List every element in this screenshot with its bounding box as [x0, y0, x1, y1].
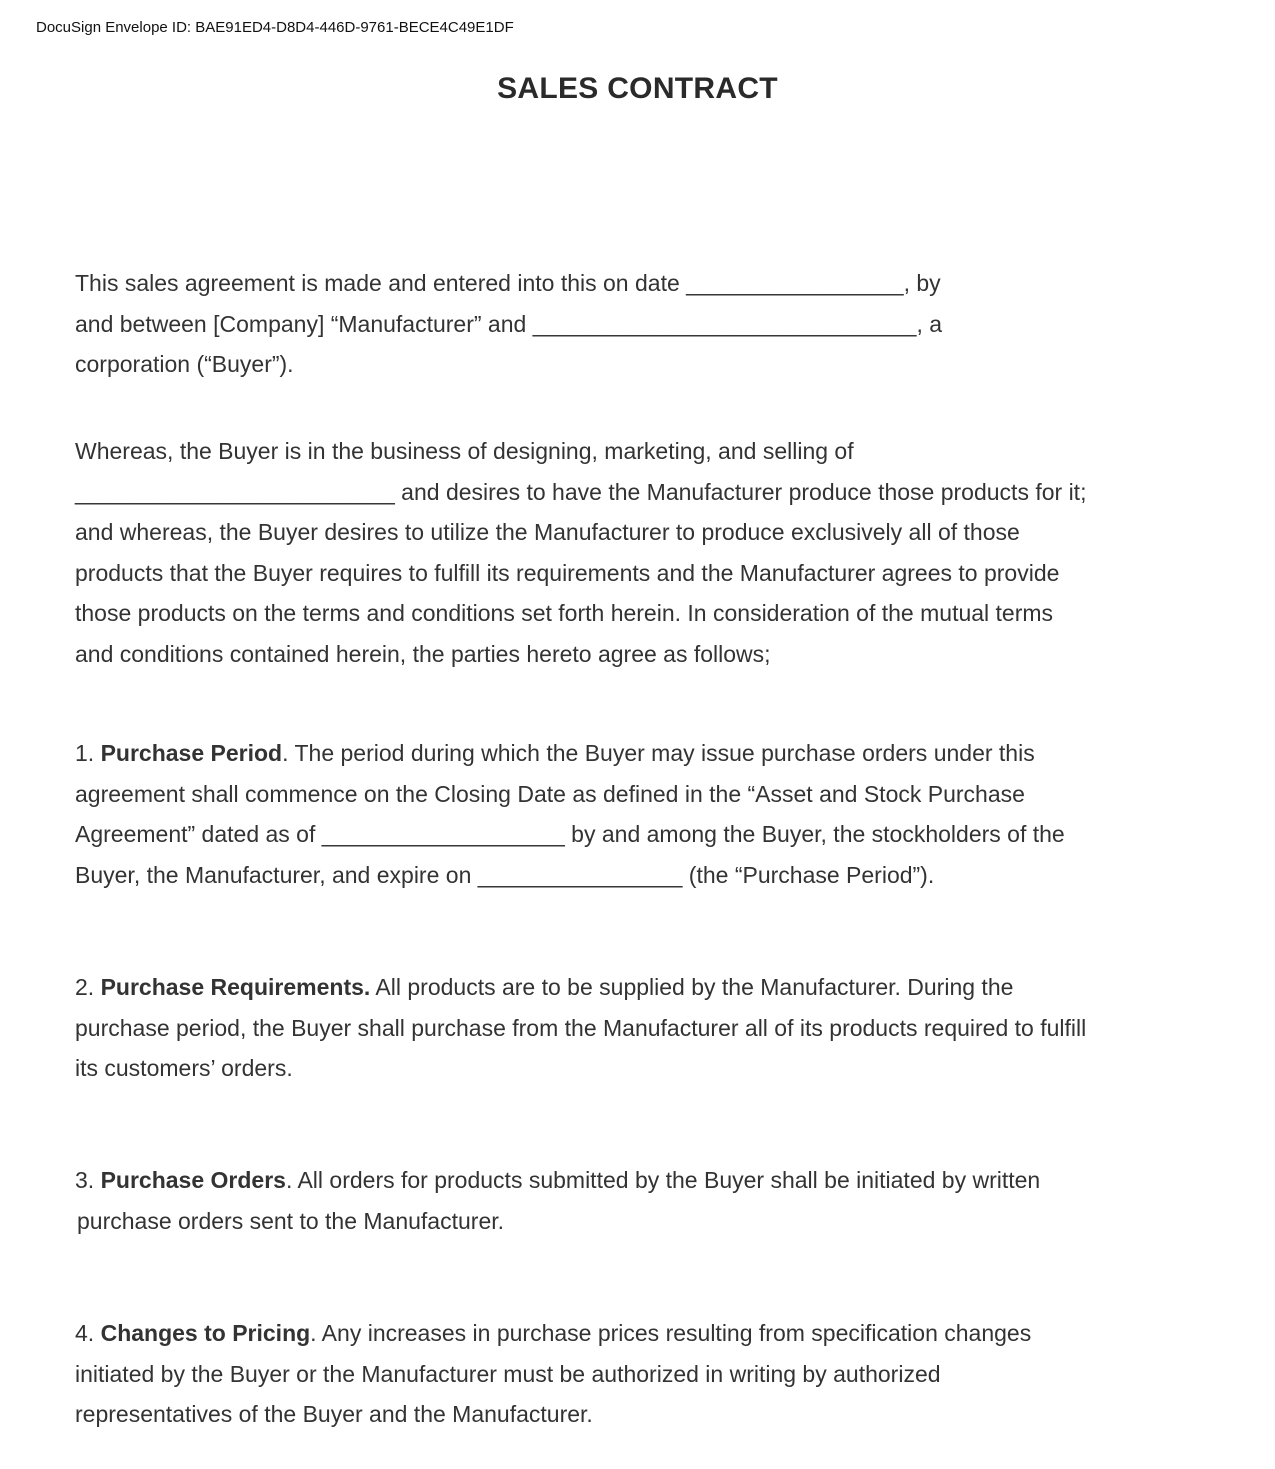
section-heading: Purchase Orders	[100, 1167, 286, 1193]
section-line: purchase orders sent to the Manufacturer.	[77, 1207, 505, 1234]
whereas-paragraph	[75, 431, 1086, 675]
section-heading: Purchase Requirements.	[100, 974, 371, 1000]
section-line: Agreement” dated as of ___________________ by and among the Buyer, the stockholders of the	[75, 821, 1065, 848]
section-first-line	[75, 733, 1065, 774]
section-number: 3.	[75, 1167, 101, 1193]
intro-line: and between [Company] “Manufacturer” and ______________________________, a	[75, 310, 943, 337]
section-line: representatives of the Buyer and the Manufacturer.	[75, 1401, 593, 1428]
section-text: . The period during which the Buyer may issue purchase orders under this	[282, 740, 1035, 766]
intro-paragraph	[75, 263, 942, 385]
document-title: SALES CONTRACT	[497, 72, 778, 105]
section-first-line	[75, 1313, 1031, 1354]
whereas-line: and whereas, the Buyer desires to utilize the Manufacturer to produce exclusively all of those	[75, 519, 1020, 546]
section-number: 2.	[75, 974, 101, 1000]
section-heading: Changes to Pricing	[100, 1320, 311, 1346]
intro-line: corporation (“Buyer”).	[75, 351, 294, 378]
section-text: . Any increases in purchase prices resulting from specification changes	[310, 1320, 1032, 1346]
section-heading: Purchase Period	[100, 740, 283, 766]
section-line: agreement shall commence on the Closing Date as defined in the “Asset and Stock Purchase	[75, 780, 1025, 807]
whereas-line: and conditions contained herein, the parties hereto agree as follows;	[75, 640, 771, 667]
section-purchase-period	[75, 733, 1065, 895]
whereas-line: products that the Buyer requires to fulfill its requirements and the Manufacturer agrees to provide	[75, 559, 1060, 586]
section-number: 1.	[75, 740, 101, 766]
section-first-line	[75, 1160, 1040, 1201]
section-line: purchase period, the Buyer shall purchase from the Manufacturer all of its products required to fulfill	[75, 1014, 1087, 1041]
whereas-line: _________________________ and desires to have the Manufacturer produce those products for it;	[75, 478, 1087, 505]
section-text: . All orders for products submitted by the Buyer shall be initiated by written	[285, 1167, 1041, 1193]
section-number: 4.	[75, 1320, 101, 1346]
section-line: initiated by the Buyer or the Manufacturer must be authorized in writing by authorized	[75, 1360, 941, 1387]
section-first-line	[75, 967, 1086, 1008]
section-line: Buyer, the Manufacturer, and expire on ________________ (the “Purchase Period”).	[75, 861, 935, 888]
section-purchase-orders	[75, 1160, 1040, 1241]
section-line: its customers’ orders.	[75, 1055, 293, 1082]
section-text: All products are to be supplied by the Manufacturer. During the	[370, 974, 1014, 1000]
whereas-line: those products on the terms and conditions set forth herein. In consideration of the mutual terms	[75, 600, 1054, 627]
intro-line: This sales agreement is made and entered into this on date _________________, by	[75, 270, 941, 296]
envelope-id: DocuSign Envelope ID: BAE91ED4-D8D4-446D-9761-BECE4C49E1DF	[36, 19, 514, 36]
section-changes-to-pricing	[75, 1313, 1031, 1435]
section-purchase-requirements	[75, 967, 1086, 1089]
whereas-line: Whereas, the Buyer is in the business of designing, marketing, and selling of	[75, 438, 854, 464]
